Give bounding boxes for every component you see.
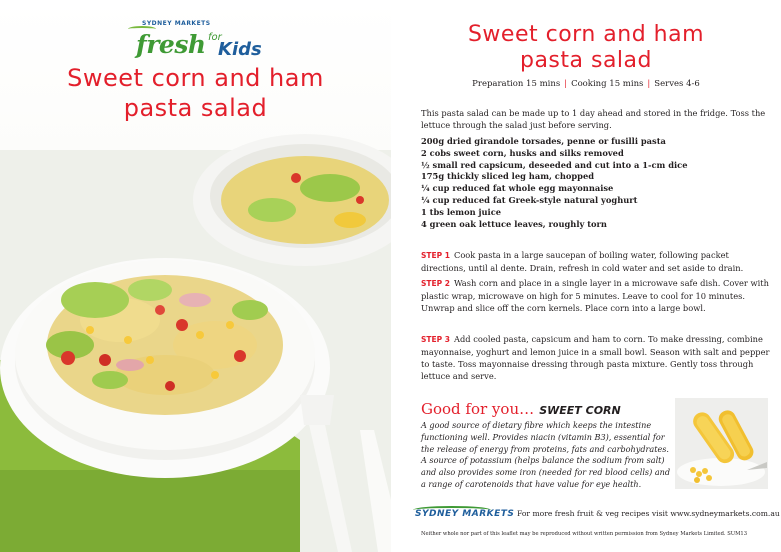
step-label: STEP 1 xyxy=(421,251,450,260)
ingredient-item: 200g dried girandole torsades, penne or fusilli pasta xyxy=(421,136,666,146)
ingredient-item: 175g thickly sliced leg ham, chopped xyxy=(421,171,595,182)
recipe-intro: This pasta salad can be made up to 1 day ahead and stored in the fridge. Toss the lettuce through the salad just before serving. xyxy=(421,108,766,130)
recipe-title xyxy=(391,22,781,74)
sweet-corn-photo xyxy=(675,398,768,489)
serves: Serves 4-6 xyxy=(654,79,700,89)
step-text: Add cooled pasta, capsicum and ham to corn. To make dressing, combine mayonnaise, yoghurt and lemon juice in a small bowl. Season with salt and pepper to taste. Toss mayonnaise dressing through pasta mixture. Gently toss through lettuce and serve. xyxy=(421,334,770,381)
cover-title xyxy=(0,63,391,123)
recipe-title-line-1: Sweet corn and ham xyxy=(467,22,705,47)
method-step xyxy=(421,277,773,314)
footer-legal-text: Neither whole nor part of this leaflet may be reproduced without written permission from Sydney Markets Limited. SUM13 xyxy=(421,531,748,537)
ingredient-item: 2 cobs sweet corn, husks and silks removed xyxy=(421,147,624,158)
sydney-markets-logo xyxy=(413,506,515,522)
method-step xyxy=(421,249,773,274)
recipe-meta xyxy=(391,79,781,89)
meta-separator: | xyxy=(647,79,651,89)
method-step xyxy=(421,333,773,382)
step-label: STEP 2 xyxy=(421,279,450,288)
footer-website-text: For more fresh fruit & veg recipes visit www.sydneymarkets.com.au xyxy=(517,509,780,518)
logo-for-text: for xyxy=(208,32,222,43)
nutrition-text: A good source of dietary fibre which keeps the intestine functioning well. Provides niacin (vitamin B3), essential for the release of energy from proteins, fats and carbohydrates. A source of potassium (helps balance the sodium from salt) and also provides some iron (needed for red blood cells) and a range of carotenoids that have value for eye health. xyxy=(421,420,671,489)
logo-kids-text: Kids xyxy=(218,39,262,60)
good-for-you-heading xyxy=(421,399,621,418)
recipe-details-panel xyxy=(391,0,781,552)
ingredient-item: ½ small red capsicum, deseeded and cut into a 1-cm dice xyxy=(421,159,688,170)
step-text: Cook pasta in a large saucepan of boiling water, following packet directions, until al dente. Drain, refresh in cold water and set aside to drain. xyxy=(421,250,744,273)
ingredient-item: ¼ cup reduced fat whole egg mayonnaise xyxy=(421,183,614,194)
logo-sydney-markets-text: SYDNEY MARKETS xyxy=(142,20,211,27)
step-text: Wash corn and place in a single layer in a microwave safe dish. Cover with plastic wrap, microwave on high for 5 minutes. Leave to cool for 10 minutes. Unwrap and slice off the corn kernels. Place corn into a large bowl. xyxy=(421,278,769,313)
logo-text: SYDNEY MARKETS xyxy=(415,509,515,519)
ingredient-item: ¼ cup reduced fat Greek-style natural yoghurt xyxy=(421,194,638,205)
step-label: STEP 3 xyxy=(421,335,450,344)
ingredients-list xyxy=(421,136,773,230)
recipe-title-line-2: pasta salad xyxy=(519,48,652,73)
good-for-you-subject: SWEET CORN xyxy=(539,404,621,417)
cover-title-line-1: Sweet corn and ham xyxy=(67,64,324,92)
ingredient-item: 4 green oak lettuce leaves, roughly torn xyxy=(421,218,607,229)
good-for-you-label: Good for you… xyxy=(421,400,535,418)
logo-fresh-text: fresh xyxy=(136,30,206,59)
cook-time: Cooking 15 mins xyxy=(571,79,644,89)
cover-title-line-2: pasta salad xyxy=(123,94,268,122)
meta-separator: | xyxy=(564,79,568,89)
prep-time: Preparation 15 mins xyxy=(472,79,561,89)
ingredient-item: 1 tbs lemon juice xyxy=(421,206,502,217)
